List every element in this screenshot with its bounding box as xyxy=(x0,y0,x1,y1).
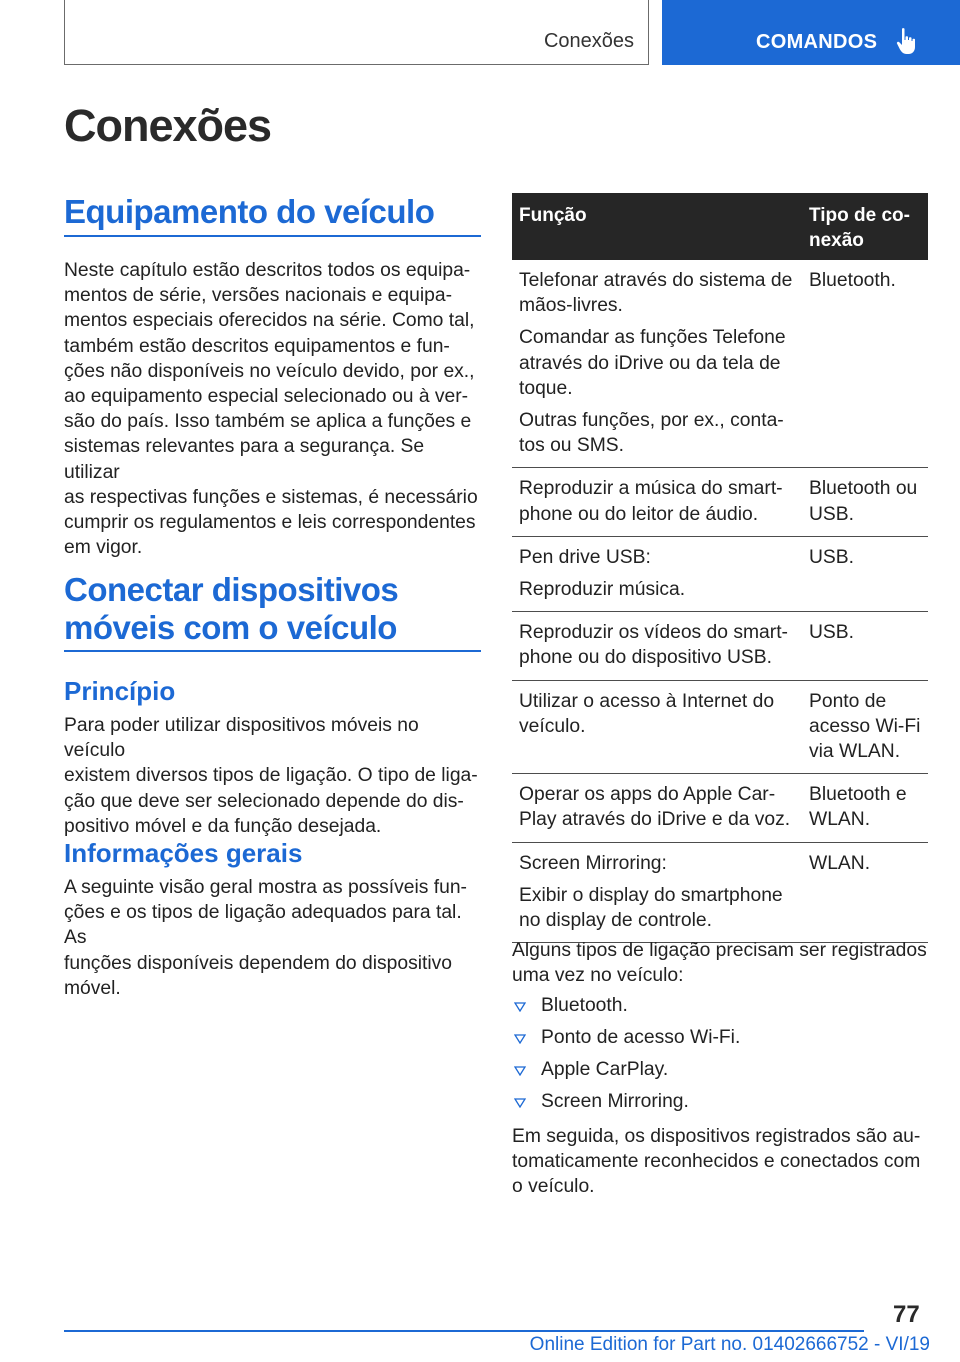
cell-text: Exibir o display do smartphone no display de controle. xyxy=(519,884,783,932)
cell-text: Comandar as funções Telefone através do iDrive ou da tela de toque. xyxy=(519,327,786,399)
subsection-title-principio: Princípio xyxy=(64,676,176,706)
list-item-label: Bluetooth. xyxy=(541,995,628,1016)
header-tab-comandos[interactable] xyxy=(662,0,960,65)
section-title-equipamento: Equipamento do veículo xyxy=(64,193,435,230)
header-section-label: Conexões xyxy=(543,30,634,52)
table-cell-funcao xyxy=(512,536,802,611)
table-cell-funcao xyxy=(512,680,802,774)
triangle-bullet-icon xyxy=(514,1066,526,1076)
chapter-title: Conexões xyxy=(64,100,272,151)
table-cell-funcao xyxy=(512,842,802,943)
table-cell-tipo: Bluetooth ou USB. xyxy=(802,468,928,536)
list-item-label: Ponto de acesso Wi-Fi. xyxy=(541,1027,741,1048)
table-header-tipo: Tipo de co‐ nexão xyxy=(802,193,928,260)
table-header-funcao: Função xyxy=(512,193,802,260)
section-rule xyxy=(64,650,481,652)
header-tab-label: COMANDOS xyxy=(756,31,878,53)
table-cell-funcao xyxy=(512,774,802,842)
subsection-body-principio: Para poder utilizar dispositivos móveis no veículo existem diversos tipos de ligação. O tipo de liga‐ ção que deve ser selecionado depende do dis‐ positivo móvel e da função desejada. xyxy=(64,715,478,837)
table-row xyxy=(512,774,928,842)
table-cell-tipo: USB. xyxy=(802,612,928,680)
table-cell-funcao xyxy=(512,468,802,536)
table-row xyxy=(512,468,928,536)
table-row xyxy=(512,260,928,468)
table-cell-funcao xyxy=(512,260,802,468)
triangle-bullet-icon xyxy=(514,1098,526,1108)
header-section-box xyxy=(64,0,649,65)
cell-text: Reproduzir a música do smart‐ phone ou do leitor de áudio. xyxy=(519,478,783,525)
cell-text: Screen Mirroring: xyxy=(519,852,667,874)
subsection-title-informacoes: Informações gerais xyxy=(64,838,303,868)
list-item-label: Screen Mirroring. xyxy=(541,1091,689,1112)
list-item xyxy=(512,1025,928,1050)
table-cell-tipo: WLAN. xyxy=(802,842,928,943)
footer-rule xyxy=(64,1330,864,1332)
table-cell-funcao xyxy=(512,612,802,680)
cell-text: Outras funções, por ex., conta‐ tos ou SMS. xyxy=(519,410,784,457)
table-row xyxy=(512,536,928,611)
section-title-conectar: Conectar dispositivos móveis com o veículo xyxy=(64,571,399,646)
cell-text: Pen drive USB: xyxy=(519,546,651,568)
table-cell-tipo: Bluetooth e WLAN. xyxy=(802,774,928,842)
triangle-bullet-icon xyxy=(514,1002,526,1012)
registration-list xyxy=(512,993,928,1121)
table-row xyxy=(512,680,928,774)
list-item xyxy=(512,993,928,1018)
table-header-row xyxy=(512,193,928,260)
connection-types-table xyxy=(512,193,928,943)
section-body-equipamento: Neste capítulo estão descritos todos os equipa‐ mentos de série, versões nacionais e equipa‐ mentos especiais oferecidos na série. Como tal, também estão descritos equipamentos e fun‐ ções não disponíveis no veículo devido, por ex., ao equipamento especial selecionado ou à ver‐ são do país. Isso também se aplica a funções e sistemas relevantes para a segurança. Se utilizar as respectivas funções e sistemas, é necessário cumprir os regulamentos e leis correspondentes em vigor. xyxy=(64,260,478,559)
triangle-bullet-icon xyxy=(514,1034,526,1044)
cell-text: Reproduzir os vídeos do smart‐ phone ou do dispositivo USB. xyxy=(519,622,788,669)
cell-text: Reproduzir música. xyxy=(519,579,686,601)
cell-text: Utilizar o acesso à Internet do veículo. xyxy=(519,690,775,737)
table-cell-tipo: USB. xyxy=(802,536,928,611)
list-item-label: Apple CarPlay. xyxy=(541,1059,669,1080)
section-rule xyxy=(64,235,481,237)
list-item xyxy=(512,1057,928,1082)
table-row xyxy=(512,612,928,680)
list-item xyxy=(512,1089,928,1114)
hand-pointer-icon xyxy=(896,27,920,55)
registration-intro: Alguns tipos de ligação precisam ser registrados uma vez no veículo: xyxy=(512,940,927,987)
table-cell-tipo: Ponto de acesso Wi-Fi via WLAN. xyxy=(802,680,928,774)
registration-outro: Em seguida, os dispositivos registrados são au‐ tomaticamente reconhecidos e conectados com o veículo. xyxy=(512,1126,921,1198)
cell-text: Telefonar através do sistema de mãos-livres. xyxy=(519,270,793,317)
subsection-body-informacoes: A seguinte visão geral mostra as possíveis fun‐ ções e os tipos de ligação adequados para tal. As funções disponíveis dependem do dispositivo móvel. xyxy=(64,877,467,999)
page-number: 77 xyxy=(893,1301,920,1328)
cell-text: Operar os apps do Apple Car‐ Play através do iDrive e da voz. xyxy=(519,784,791,831)
footer-edition-text: Online Edition for Part no. 01402666752 - VI/19 xyxy=(529,1334,930,1355)
table-cell-tipo: Bluetooth. xyxy=(802,260,928,468)
table-row xyxy=(512,842,928,943)
